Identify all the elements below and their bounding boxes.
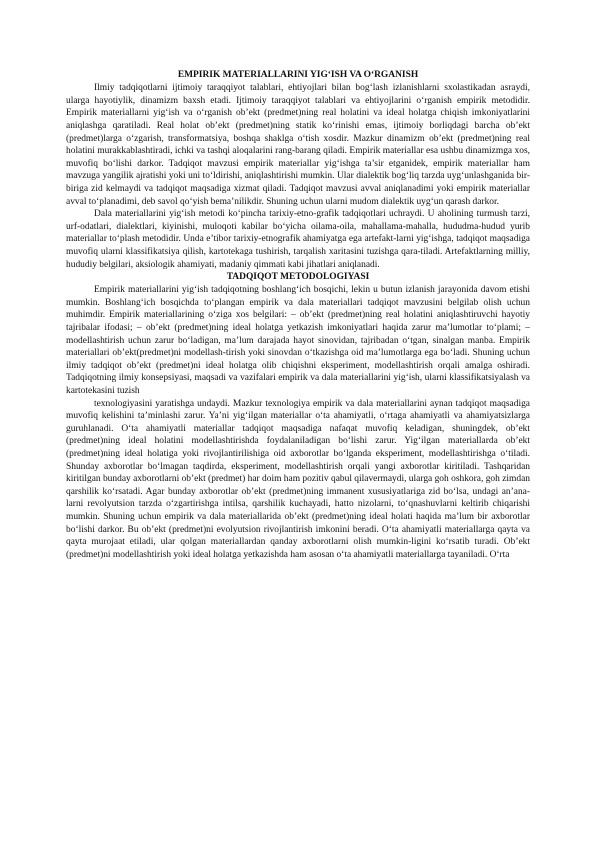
- paragraph: Dala materiallarini yig‘ish metodi ko‘pincha tarixiy-etno-grafik tadqiqotlari uchraydi. U aholining turmush tarzi, urf-odatlari, dialektlari, kiyinishi, muloqoti kabilar bo‘yicha oilama-oila, mahallama-mahalla, hududma-hudud yurib materiallar to‘plash metodidir. Unda e’tibor tarixiy-etnografik ahamiyatga ega artefakt-larni yig‘ishga, tadqiqot maqsadiga muvofiq ularni klassifikatsiya qilish, kartotekaga tushirish, tarqalish xaritasini tuzishga qara-tiladi. Artefaktlarning milliy, hududiy belgilari, aksiologik ahamiyati, madaniy qimmati kabi jihatlari aniqlanadi.: [66, 209, 530, 270]
- paragraph: Ilmiy tadqiqotlarni ijtimoiy taraqqiyot talablari, ehtiyojlari bilan bog‘lash izlanishlarni sxolastikadan asraydi, ularga hayotiylik, dinamizm baxsh etadi. Ijtimoiy taraqqiyot talablari va ehtiyojlarini o‘rganish empirik metodidir. Empirik materiallarni yig‘ish va o‘rganish ob’ekt (predmet)ning real holatini va ideal holatga chiqish imkoniyatlarini aniqlashga qaratiladi. Real holat ob’ekt (predmet)ning statik ko‘rinishi emas, ijtimoiy borliqdagi barcha ob’ekt (predmet)larga o‘zgarish, transformatsiya, boshqa shaklga o‘tish xosdir. Mazkur dinamizm ob’ekt (predmet)ning real holatini murakkablashtiradi, ichki va tashqi aloqalarini rang-barang qiladi. Empirik materiallar esa ushbu dinamizmga xos, muvofiq bo‘lishi darkor. Tadqiqot mavzusi empirik materiallar yig‘ishga ta’sir etganidek, empirik materiallar ham mavzuga yangilik ajratishi yoki uni to‘ldirishi, aniqlashtirishi mumkin. Ular dialektik bog‘liq tarzda uyg‘unlashganida bir-biriga zid kelmaydi va tadqiqot maqsadiga xizmat qiladi. Tadqiqot mavzusi avval aniqlanadimi yoki empirik materiallar avval to‘planadimi, deb savol qo‘yish bema’nilikdir. Shuning uchun ularni mudom dialektik uyg‘un qarash darkor.: [66, 83, 530, 207]
- paragraph: Empirik materiallarini yig‘ish tadqiqotning boshlang‘ich bosqichi, lekin u butun izlanish jarayonida davom etishi mumkin. Boshlang‘ich bosqichda to‘plangan empirik va dala materiallari tadqiqot mavzusini belgilab olish uchun muhimdir. Empirik materiallarining o‘ziga xos belgilari: – ob’ekt (predmet)ning real holatini aniqlashtiruvchi hayotiy tajribalar ifodasi; – ob’ekt (predmet)ning ideal holatga yetkazish imkoniyatlari haqida zarur ma’lumotlar to‘plami; – modellashtirish uchun zarur bo‘ladigan, ma’lum darajada hayot sinovidan, tajribadan o‘tgan, sinalgan manba. Empirik materiallari ob’ekt(predmet)ni modellash-tirish yoki sinovdan o‘tkazishga oid ma’lumotlarga ega bo‘ladi. Shuning uchun ilmiy tadqiqot ob’ekt (predmet)ni ideal holatga olib chiqishni eksperiment, modellashtirish orqali amalga oshiradi. Tadqiqotning ilmiy konsepsiyasi, maqsadi va vazifalari empirik va dala materiallarini yig‘ish, ularni klassifikatsiyalash va kartotekasini tuzish: [66, 285, 530, 397]
- section-heading: TADQIQOT METODOLOGIYASI: [226, 272, 370, 283]
- paragraph: texnologiyasini yaratishga undaydi. Mazkur texnologiya empirik va dala materiallarini aynan tadqiqot maqsadiga muvofiq kelishini ta’minlashi zarur. Ya’ni yig‘ilgan materiallar o‘ta ahamiyatli, o‘rtaga ahamiyatli va ahamiyatsizlarga guruhlanadi. O‘ta ahamiyatli materiallar tadqiqot maqsadiga nafaqat muvofiq keladigan, shuningdek, ob’ekt (predmet)ning ideal holatini modellashtirishda foydalaniladigan bo‘lishi zarur. Yig‘ilgan materiallarda ob’ekt (predmet)ning ideal holatiga yoki rivojlantirilishiga oid axborotlar bo‘lganda eksperiment, modellashtirishga o‘tiladi. Shunday axborotlar bo‘lmagan taqdirda, eksperiment, modellashtirish orqali yangi axborotlar kiritiladi. Tashqaridan kiritilgan bunday axborotlarni ob’ekt (predmet) har doim ham pozitiv qabul qilavermaydi, ularga goh oshkora, goh zimdan qarshilik ko‘rsatadi. Agar bunday axborotlar ob’ekt (predmet)ning immanent xususiyatlariga zid bo‘lsa, undagi an’ana-larni revolyutsion tarzda o‘zgartirishga intilsa, qarshilik kuchayadi, hatto nizolarni, to‘qnashuvlarni keltirib chiqarishi mumkin. Shuning uchun empirik va dala materiallarida ob’ekt (predmet)ning ideal holati haqida ma’lum bir axborotlar bo‘lishi darkor. Bu ob’ekt (predmet)ni evolyutsion rivojlantirish imkonini beradi. O‘ta ahamiyatli materiallarga qayta va qayta murojaat etiladi, ular qolgan materiallardan qanday axborotlarni olish mumkin-ligini ko‘rsatib turadi. Ob’ekt (predmet)ni modellashtirish yoki ideal holatga yetkazishda ham asosan o‘ta ahamiyatli materiallarga tayaniladi. O‘rta: [66, 398, 530, 560]
- document-page: [66, 69, 530, 561]
- document-title: EMPIRIK MATERIALLARINI YIG‘ISH VA O‘RGANISH: [177, 70, 419, 80]
